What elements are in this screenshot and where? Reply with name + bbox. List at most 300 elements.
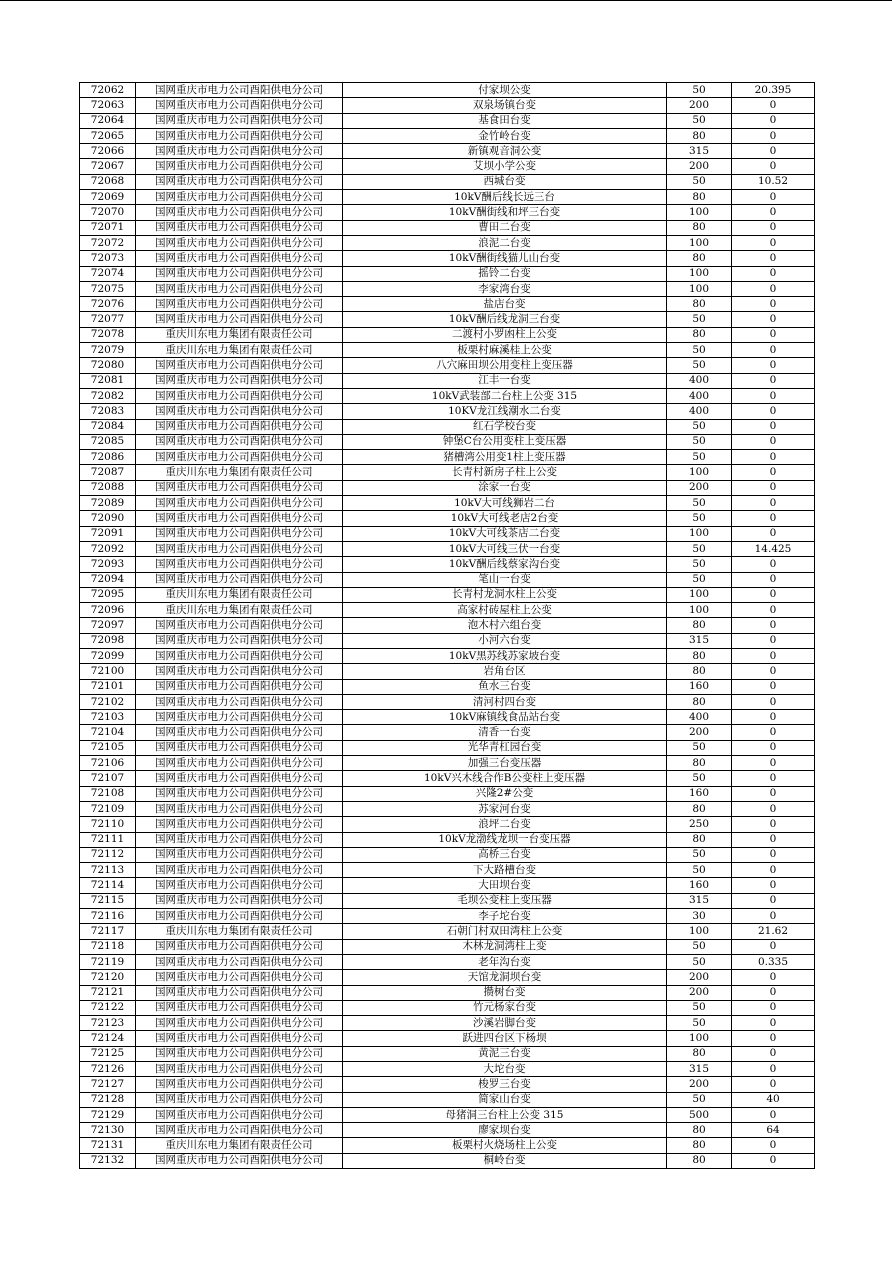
cell-id: 72094: [80, 572, 136, 587]
cell-value: 0: [732, 618, 815, 633]
cell-name: 李子坨台变: [343, 909, 667, 924]
table-row: [80, 526, 815, 541]
cell-name: 盐店台变: [343, 297, 667, 312]
cell-capacity: 50: [667, 1092, 732, 1107]
cell-id: 72122: [80, 1000, 136, 1015]
cell-org: 国网重庆市电力公司酉阳供电分公司: [136, 1123, 343, 1138]
cell-capacity: 50: [667, 572, 732, 587]
cell-capacity: 50: [667, 450, 732, 465]
table-row: [80, 954, 815, 969]
cell-org: 国网重庆市电力公司酉阳供电分公司: [136, 1000, 343, 1015]
cell-capacity: 200: [667, 98, 732, 113]
cell-value: 0: [732, 98, 815, 113]
table-row: [80, 771, 815, 786]
cell-name: 石朝门村双田湾柱上公变: [343, 924, 667, 939]
cell-org: 国网重庆市电力公司酉阳供电分公司: [136, 1092, 343, 1107]
cell-capacity: 80: [667, 694, 732, 709]
cell-name: 木林龙洞湾柱上变: [343, 939, 667, 954]
cell-id: 72070: [80, 205, 136, 220]
cell-capacity: 100: [667, 1031, 732, 1046]
cell-org: 国网重庆市电力公司酉阳供电分公司: [136, 251, 343, 266]
cell-capacity: 400: [667, 710, 732, 725]
cell-org: 国网重庆市电力公司酉阳供电分公司: [136, 756, 343, 771]
cell-org: 国网重庆市电力公司酉阳供电分公司: [136, 694, 343, 709]
cell-value: 0: [732, 450, 815, 465]
cell-value: 0: [732, 496, 815, 511]
table-body: [80, 83, 815, 1169]
table-row: [80, 465, 815, 480]
cell-org: 国网重庆市电力公司酉阳供电分公司: [136, 144, 343, 159]
cell-id: 72095: [80, 587, 136, 602]
cell-value: 0: [732, 801, 815, 816]
cell-id: 72114: [80, 878, 136, 893]
cell-name: 长青村新房子柱上公变: [343, 465, 667, 480]
cell-id: 72115: [80, 893, 136, 908]
table-row: [80, 144, 815, 159]
table-row: [80, 587, 815, 602]
cell-name: 10kV大可线狮岩二台: [343, 496, 667, 511]
cell-org: 国网重庆市电力公司酉阳供电分公司: [136, 266, 343, 281]
cell-id: 72069: [80, 190, 136, 205]
table-row: [80, 633, 815, 648]
cell-id: 72107: [80, 771, 136, 786]
cell-value: 0: [732, 1107, 815, 1122]
cell-capacity: 100: [667, 603, 732, 618]
cell-org: 国网重庆市电力公司酉阳供电分公司: [136, 541, 343, 556]
cell-capacity: 100: [667, 266, 732, 281]
cell-id: 72066: [80, 144, 136, 159]
cell-id: 72127: [80, 1077, 136, 1092]
cell-value: 14.425: [732, 541, 815, 556]
cell-id: 72121: [80, 985, 136, 1000]
cell-name: 黄泥三台变: [343, 1046, 667, 1061]
cell-org: 国网重庆市电力公司酉阳供电分公司: [136, 557, 343, 572]
cell-org: 国网重庆市电力公司酉阳供电分公司: [136, 1062, 343, 1077]
cell-org: 国网重庆市电力公司酉阳供电分公司: [136, 1153, 343, 1168]
table-row: [80, 373, 815, 388]
table-row: [80, 924, 815, 939]
cell-org: 国网重庆市电力公司酉阳供电分公司: [136, 190, 343, 205]
cell-name: 10kV黑苏线苏家坡台变: [343, 648, 667, 663]
table-row: [80, 190, 815, 205]
cell-value: 0: [732, 388, 815, 403]
cell-id: 72131: [80, 1138, 136, 1153]
table-row: [80, 603, 815, 618]
cell-value: 21.62: [732, 924, 815, 939]
cell-name: 摇铃二台变: [343, 266, 667, 281]
cell-capacity: 160: [667, 878, 732, 893]
cell-capacity: 200: [667, 725, 732, 740]
cell-capacity: 50: [667, 358, 732, 373]
cell-name: 竹元杨家台变: [343, 1000, 667, 1015]
cell-value: 0: [732, 832, 815, 847]
cell-name: 板栗村火烧场柱上公变: [343, 1138, 667, 1153]
cell-name: 红石学校台变: [343, 419, 667, 434]
cell-capacity: 200: [667, 159, 732, 174]
table-row: [80, 419, 815, 434]
cell-capacity: 500: [667, 1107, 732, 1122]
cell-capacity: 80: [667, 1123, 732, 1138]
cell-value: 0: [732, 756, 815, 771]
cell-org: 国网重庆市电力公司酉阳供电分公司: [136, 725, 343, 740]
cell-capacity: 80: [667, 251, 732, 266]
cell-value: 0: [732, 1153, 815, 1168]
table-row: [80, 312, 815, 327]
cell-id: 72119: [80, 954, 136, 969]
cell-name: 二渡村小罗凼柱上公变: [343, 327, 667, 342]
cell-capacity: 50: [667, 847, 732, 862]
cell-org: 国网重庆市电力公司酉阳供电分公司: [136, 297, 343, 312]
cell-id: 72102: [80, 694, 136, 709]
cell-capacity: 50: [667, 1016, 732, 1031]
cell-org: 国网重庆市电力公司酉阳供电分公司: [136, 664, 343, 679]
table-row: [80, 618, 815, 633]
cell-capacity: 50: [667, 174, 732, 189]
cell-name: 廖家坝台变: [343, 1123, 667, 1138]
table-row: [80, 128, 815, 143]
cell-name: 八穴麻田坝公用变柱上变压器: [343, 358, 667, 373]
cell-id: 72089: [80, 496, 136, 511]
cell-capacity: 80: [667, 327, 732, 342]
cell-name: 母猪洞三台柱上公变 315: [343, 1107, 667, 1122]
table-row: [80, 511, 815, 526]
table-row: [80, 1031, 815, 1046]
cell-name: 岩角台区: [343, 664, 667, 679]
cell-id: 72076: [80, 297, 136, 312]
table-row: [80, 1138, 815, 1153]
cell-name: 大田坝台变: [343, 878, 667, 893]
cell-name: 基食田台变: [343, 113, 667, 128]
table-row: [80, 863, 815, 878]
cell-id: 72116: [80, 909, 136, 924]
cell-capacity: 50: [667, 511, 732, 526]
cell-capacity: 315: [667, 893, 732, 908]
cell-id: 72086: [80, 450, 136, 465]
cell-capacity: 50: [667, 740, 732, 755]
cell-org: 重庆川东电力集团有限责任公司: [136, 327, 343, 342]
cell-id: 72103: [80, 710, 136, 725]
table-row: [80, 756, 815, 771]
cell-org: 重庆川东电力集团有限责任公司: [136, 587, 343, 602]
cell-value: 0: [732, 190, 815, 205]
cell-capacity: 50: [667, 771, 732, 786]
cell-org: 重庆川东电力集团有限责任公司: [136, 1138, 343, 1153]
cell-value: 0: [732, 587, 815, 602]
cell-name: 10KV龙江线潮水二台变: [343, 404, 667, 419]
cell-org: 国网重庆市电力公司酉阳供电分公司: [136, 98, 343, 113]
cell-name: 浪泥二台变: [343, 235, 667, 250]
cell-org: 国网重庆市电力公司酉阳供电分公司: [136, 358, 343, 373]
cell-capacity: 50: [667, 113, 732, 128]
cell-org: 国网重庆市电力公司酉阳供电分公司: [136, 511, 343, 526]
cell-name: 曹田二台变: [343, 220, 667, 235]
cell-value: 0: [732, 648, 815, 663]
table-row: [80, 220, 815, 235]
table-row: [80, 832, 815, 847]
table-row: [80, 648, 815, 663]
cell-id: 72118: [80, 939, 136, 954]
cell-id: 72092: [80, 541, 136, 556]
cell-name: 攒树台变: [343, 985, 667, 1000]
table-row: [80, 801, 815, 816]
cell-value: 0: [732, 1046, 815, 1061]
cell-capacity: 80: [667, 297, 732, 312]
cell-name: 大坨台变: [343, 1062, 667, 1077]
cell-id: 72085: [80, 434, 136, 449]
cell-value: 0: [732, 878, 815, 893]
cell-name: 10kV大可线老店2台变: [343, 511, 667, 526]
cell-name: 钟堡C台公用变柱上变压器: [343, 434, 667, 449]
cell-name: 光华青杠园台变: [343, 740, 667, 755]
table-row: [80, 878, 815, 893]
table-row: [80, 1077, 815, 1092]
cell-org: 国网重庆市电力公司酉阳供电分公司: [136, 771, 343, 786]
cell-id: 72078: [80, 327, 136, 342]
cell-value: 0.335: [732, 954, 815, 969]
cell-org: 国网重庆市电力公司酉阳供电分公司: [136, 863, 343, 878]
cell-name: 10kV酬街线猫儿山台变: [343, 251, 667, 266]
cell-id: 72117: [80, 924, 136, 939]
cell-id: 72096: [80, 603, 136, 618]
cell-name: 兴隆2#公变: [343, 786, 667, 801]
table-row: [80, 343, 815, 358]
cell-capacity: 100: [667, 526, 732, 541]
cell-org: 国网重庆市电力公司酉阳供电分公司: [136, 526, 343, 541]
cell-org: 国网重庆市电力公司酉阳供电分公司: [136, 83, 343, 98]
cell-value: 20.395: [732, 83, 815, 98]
cell-id: 72124: [80, 1031, 136, 1046]
cell-value: 0: [732, 266, 815, 281]
cell-name: 西城台变: [343, 174, 667, 189]
cell-id: 72071: [80, 220, 136, 235]
cell-capacity: 100: [667, 924, 732, 939]
table-row: [80, 1000, 815, 1015]
cell-id: 72105: [80, 740, 136, 755]
table-row: [80, 388, 815, 403]
cell-name: 泡木村六组台变: [343, 618, 667, 633]
cell-id: 72097: [80, 618, 136, 633]
cell-org: 国网重庆市电力公司酉阳供电分公司: [136, 648, 343, 663]
cell-name: 长青村龙洞水柱上公变: [343, 587, 667, 602]
cell-value: 0: [732, 419, 815, 434]
cell-org: 国网重庆市电力公司酉阳供电分公司: [136, 128, 343, 143]
cell-org: 国网重庆市电力公司酉阳供电分公司: [136, 220, 343, 235]
cell-id: 72065: [80, 128, 136, 143]
table-row: [80, 541, 815, 556]
cell-capacity: 80: [667, 648, 732, 663]
cell-value: 0: [732, 847, 815, 862]
cell-capacity: 100: [667, 235, 732, 250]
cell-id: 72129: [80, 1107, 136, 1122]
cell-capacity: 30: [667, 909, 732, 924]
cell-name: 加强三台变压器: [343, 756, 667, 771]
cell-org: 国网重庆市电力公司酉阳供电分公司: [136, 878, 343, 893]
cell-value: 0: [732, 603, 815, 618]
cell-value: 0: [732, 572, 815, 587]
cell-capacity: 50: [667, 496, 732, 511]
cell-id: 72098: [80, 633, 136, 648]
cell-name: 笔山一台变: [343, 572, 667, 587]
table-row: [80, 434, 815, 449]
cell-value: 64: [732, 1123, 815, 1138]
cell-name: 清香一台变: [343, 725, 667, 740]
cell-org: 国网重庆市电力公司酉阳供电分公司: [136, 633, 343, 648]
cell-value: 0: [732, 664, 815, 679]
cell-capacity: 80: [667, 801, 732, 816]
cell-value: 0: [732, 205, 815, 220]
cell-capacity: 200: [667, 1077, 732, 1092]
cell-value: 0: [732, 970, 815, 985]
cell-name: 高家村砖屋柱上公变: [343, 603, 667, 618]
cell-org: 国网重庆市电力公司酉阳供电分公司: [136, 1016, 343, 1031]
cell-org: 国网重庆市电力公司酉阳供电分公司: [136, 113, 343, 128]
cell-value: 0: [732, 159, 815, 174]
cell-id: 72109: [80, 801, 136, 816]
table-row: [80, 939, 815, 954]
cell-org: 国网重庆市电力公司酉阳供电分公司: [136, 909, 343, 924]
cell-value: 0: [732, 465, 815, 480]
cell-org: 国网重庆市电力公司酉阳供电分公司: [136, 893, 343, 908]
cell-org: 国网重庆市电力公司酉阳供电分公司: [136, 954, 343, 969]
cell-capacity: 315: [667, 1062, 732, 1077]
cell-name: 梭罗三台变: [343, 1077, 667, 1092]
cell-org: 国网重庆市电力公司酉阳供电分公司: [136, 618, 343, 633]
cell-value: 0: [732, 312, 815, 327]
table-row: [80, 985, 815, 1000]
cell-capacity: 80: [667, 756, 732, 771]
cell-capacity: 80: [667, 1138, 732, 1153]
table-row: [80, 235, 815, 250]
table-row: [80, 893, 815, 908]
cell-value: 0: [732, 235, 815, 250]
cell-capacity: 100: [667, 465, 732, 480]
cell-name: 10kV酬后线龙洞三台变: [343, 312, 667, 327]
cell-id: 72091: [80, 526, 136, 541]
cell-id: 72074: [80, 266, 136, 281]
cell-id: 72101: [80, 679, 136, 694]
cell-capacity: 80: [667, 220, 732, 235]
cell-capacity: 200: [667, 970, 732, 985]
cell-value: 0: [732, 1077, 815, 1092]
cell-value: 0: [732, 1000, 815, 1015]
table-row: [80, 557, 815, 572]
cell-name: 清河村四台变: [343, 694, 667, 709]
cell-value: 0: [732, 740, 815, 755]
cell-name: 10kV酬后线蔡家沟台变: [343, 557, 667, 572]
cell-value: 0: [732, 771, 815, 786]
cell-id: 72067: [80, 159, 136, 174]
table-row: [80, 970, 815, 985]
cell-name: 高桥三台变: [343, 847, 667, 862]
cell-name: 毛坝公变柱上变压器: [343, 893, 667, 908]
cell-org: 国网重庆市电力公司酉阳供电分公司: [136, 985, 343, 1000]
cell-capacity: 80: [667, 190, 732, 205]
cell-value: 0: [732, 863, 815, 878]
table-row: [80, 1107, 815, 1122]
cell-org: 国网重庆市电力公司酉阳供电分公司: [136, 786, 343, 801]
cell-id: 72077: [80, 312, 136, 327]
cell-id: 72083: [80, 404, 136, 419]
cell-org: 国网重庆市电力公司酉阳供电分公司: [136, 450, 343, 465]
cell-value: 0: [732, 113, 815, 128]
cell-value: 0: [732, 128, 815, 143]
cell-name: 猪槽湾公用变1柱上变压器: [343, 450, 667, 465]
cell-name: 小河六台变: [343, 633, 667, 648]
cell-capacity: 400: [667, 388, 732, 403]
cell-capacity: 50: [667, 419, 732, 434]
cell-id: 72062: [80, 83, 136, 98]
cell-id: 72110: [80, 817, 136, 832]
cell-id: 72079: [80, 343, 136, 358]
cell-capacity: 400: [667, 404, 732, 419]
table-row: [80, 572, 815, 587]
cell-value: 0: [732, 694, 815, 709]
cell-org: 国网重庆市电力公司酉阳供电分公司: [136, 1046, 343, 1061]
cell-id: 72128: [80, 1092, 136, 1107]
cell-org: 国网重庆市电力公司酉阳供电分公司: [136, 847, 343, 862]
cell-value: 0: [732, 985, 815, 1000]
cell-value: 0: [732, 526, 815, 541]
cell-id: 72090: [80, 511, 136, 526]
cell-name: 新镇观音洞公变: [343, 144, 667, 159]
table-row: [80, 496, 815, 511]
cell-value: 0: [732, 817, 815, 832]
cell-value: 0: [732, 373, 815, 388]
cell-capacity: 200: [667, 480, 732, 495]
cell-id: 72084: [80, 419, 136, 434]
cell-org: 国网重庆市电力公司酉阳供电分公司: [136, 939, 343, 954]
cell-org: 国网重庆市电力公司酉阳供电分公司: [136, 205, 343, 220]
table-row: [80, 909, 815, 924]
table-row: [80, 450, 815, 465]
table-row: [80, 1016, 815, 1031]
cell-org: 国网重庆市电力公司酉阳供电分公司: [136, 373, 343, 388]
cell-org: 国网重庆市电力公司酉阳供电分公司: [136, 740, 343, 755]
cell-capacity: 100: [667, 587, 732, 602]
table-row: [80, 740, 815, 755]
cell-id: 72100: [80, 664, 136, 679]
cell-capacity: 80: [667, 1046, 732, 1061]
cell-org: 国网重庆市电力公司酉阳供电分公司: [136, 572, 343, 587]
cell-capacity: 160: [667, 786, 732, 801]
cell-id: 72081: [80, 373, 136, 388]
cell-name: 涂家一台变: [343, 480, 667, 495]
cell-org: 国网重庆市电力公司酉阳供电分公司: [136, 159, 343, 174]
table-row: [80, 786, 815, 801]
cell-name: 艾坝小学公变: [343, 159, 667, 174]
cell-capacity: 200: [667, 985, 732, 1000]
cell-id: 72073: [80, 251, 136, 266]
cell-org: 国网重庆市电力公司酉阳供电分公司: [136, 434, 343, 449]
cell-capacity: 50: [667, 541, 732, 556]
cell-capacity: 50: [667, 557, 732, 572]
cell-value: 0: [732, 343, 815, 358]
cell-name: 下大路槽台变: [343, 863, 667, 878]
cell-org: 国网重庆市电力公司酉阳供电分公司: [136, 801, 343, 816]
cell-name: 10kV酬街线和坪三台变: [343, 205, 667, 220]
cell-id: 72068: [80, 174, 136, 189]
cell-org: 国网重庆市电力公司酉阳供电分公司: [136, 404, 343, 419]
cell-value: 0: [732, 679, 815, 694]
cell-id: 72126: [80, 1062, 136, 1077]
table-row: [80, 1153, 815, 1168]
table-row: [80, 1046, 815, 1061]
cell-capacity: 80: [667, 664, 732, 679]
cell-id: 72080: [80, 358, 136, 373]
cell-capacity: 250: [667, 817, 732, 832]
cell-value: 0: [732, 557, 815, 572]
cell-value: 0: [732, 893, 815, 908]
